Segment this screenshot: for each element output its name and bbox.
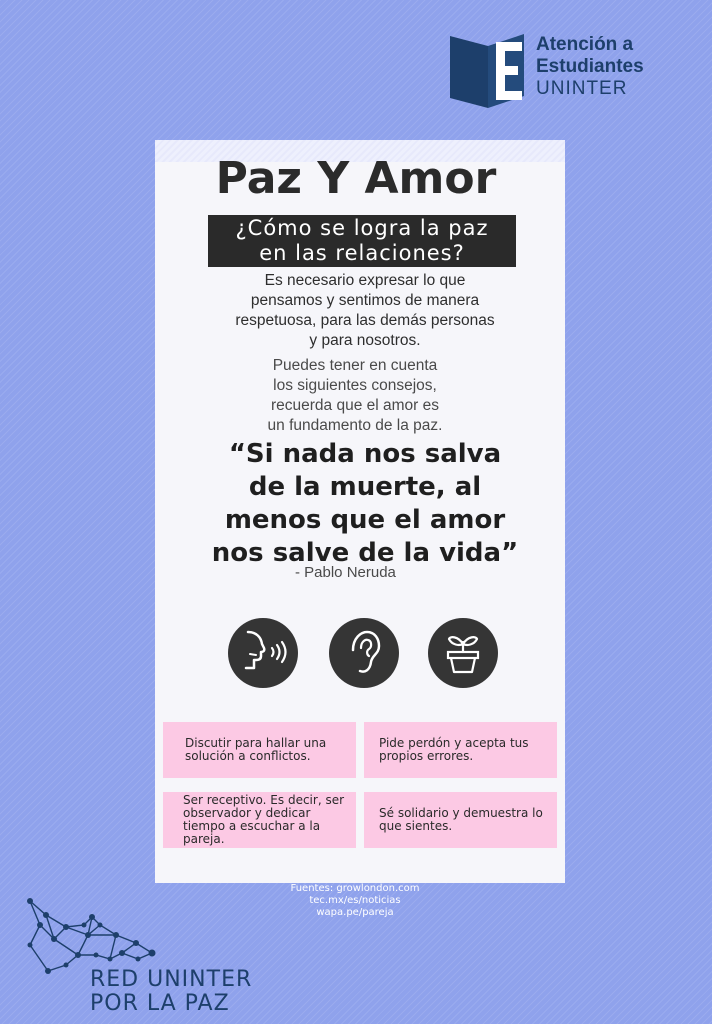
intro-line: respetuosa, para las demás personas bbox=[235, 312, 495, 329]
sources bbox=[270, 883, 440, 919]
tip-box bbox=[364, 792, 557, 848]
question-line-1: ¿Cómo se logra la paz bbox=[235, 216, 489, 240]
dove-network-icon bbox=[26, 895, 266, 975]
sources-line bbox=[270, 883, 440, 895]
logo-line-2: Estudiantes bbox=[536, 56, 644, 77]
tip-text: Discutir para hallar una solución a conflictos. bbox=[185, 736, 327, 763]
source-link: wapa.pe/pareja bbox=[316, 907, 394, 918]
speaking-head-icon bbox=[228, 618, 298, 688]
atencion-estudiantes-logo bbox=[448, 30, 678, 112]
source-link: growlondon.com bbox=[336, 883, 420, 894]
quote-line: “Si nada nos salva bbox=[228, 439, 502, 469]
advice-line: recuerda que el amor es bbox=[270, 397, 439, 414]
network-line-1: RED UNINTER bbox=[90, 967, 253, 992]
network-line-2: POR LA PAZ bbox=[90, 991, 230, 1016]
book-e-icon bbox=[448, 30, 534, 110]
source-link: tec.mx/es/noticias bbox=[309, 895, 401, 906]
intro-line: Es necesario expresar lo que bbox=[264, 272, 466, 289]
logo-line-3: UNINTER bbox=[536, 78, 628, 99]
sources-label: Fuentes: bbox=[290, 883, 334, 894]
quote-line: menos que el amor bbox=[224, 505, 506, 535]
ear-icon bbox=[329, 618, 399, 688]
quote-author: - Pablo Neruda bbox=[295, 564, 396, 581]
tip-text: Ser receptivo. Es decir, ser observador y dedicar tiempo a escuchar a la pareja. bbox=[183, 793, 345, 846]
quote-line: nos salve de la vida” bbox=[211, 538, 519, 568]
tip-text: Sé solidario y demuestra lo que sientes. bbox=[379, 806, 543, 833]
tip-box bbox=[163, 792, 356, 848]
intro-line: y para nosotros. bbox=[309, 332, 421, 349]
intro-paragraph bbox=[200, 271, 530, 351]
advice-line: un fundamento de la paz. bbox=[267, 417, 443, 434]
page-title: Paz Y Amor bbox=[215, 153, 497, 204]
advice-line: los siguientes consejos, bbox=[273, 377, 437, 394]
question-line-2: en las relaciones? bbox=[259, 241, 465, 265]
red-uninter-logo bbox=[26, 895, 266, 1020]
plant-icon bbox=[428, 618, 498, 688]
intro-line: pensamos y sentimos de manera bbox=[250, 292, 480, 309]
neruda-quote bbox=[200, 438, 530, 570]
tip-box bbox=[364, 722, 557, 778]
quote-line: de la muerte, al bbox=[248, 472, 482, 502]
tip-text: Pide perdón y acepta tus propios errores. bbox=[379, 736, 529, 763]
logo-line-1: Atención a bbox=[536, 34, 634, 55]
question-banner bbox=[208, 215, 516, 267]
advice-paragraph bbox=[240, 356, 470, 436]
tip-box bbox=[163, 722, 356, 778]
advice-line: Puedes tener en cuenta bbox=[272, 357, 438, 374]
